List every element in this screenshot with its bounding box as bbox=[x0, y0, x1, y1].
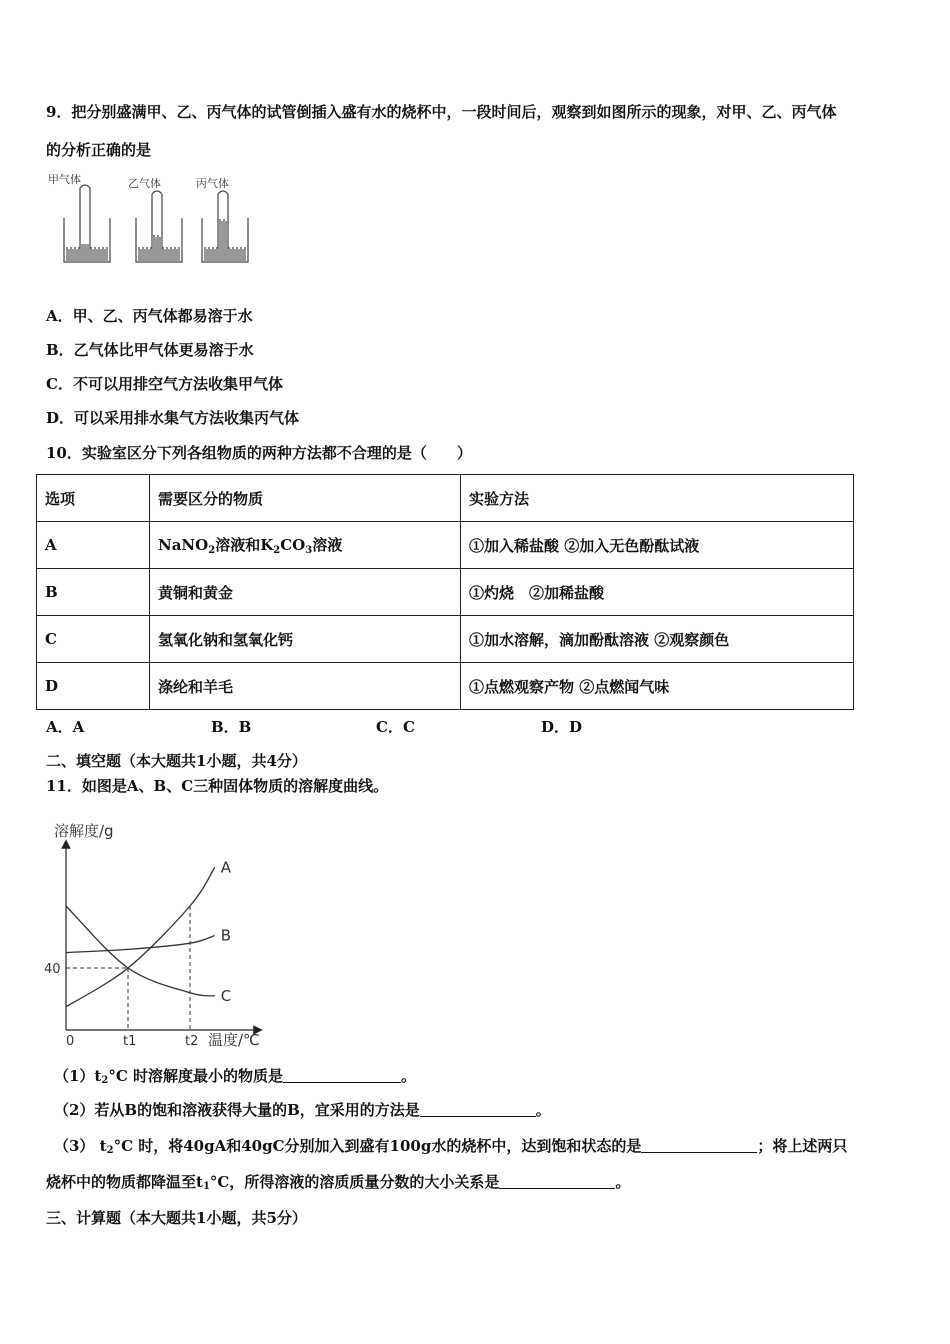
header-substance: 需要区分的物质 bbox=[150, 475, 461, 522]
solubility-chart bbox=[36, 812, 276, 1057]
curve-b bbox=[66, 935, 215, 952]
y-tick-label: 40 bbox=[44, 962, 61, 977]
x-tick-label: 0 bbox=[66, 1034, 75, 1049]
table-row bbox=[37, 569, 854, 616]
header-option: 选项 bbox=[37, 475, 150, 522]
q11-part1: （1）t2°C 时溶解度最小的物质是 。 bbox=[54, 1067, 417, 1086]
series-label-a: A bbox=[220, 858, 232, 877]
q10-answer-b: B．B bbox=[211, 718, 252, 736]
section-3-heading: 三、计算题（本大题共1小题，共5分） bbox=[46, 1209, 307, 1227]
table-row bbox=[37, 663, 854, 710]
row-option: A bbox=[37, 522, 150, 569]
q10-answer-a: A．A bbox=[46, 718, 85, 736]
header-method: 实验方法 bbox=[461, 475, 854, 522]
row-substance: 氢氧化钠和氢氧化钙 bbox=[150, 616, 461, 663]
curve-a bbox=[66, 867, 215, 1007]
q10-table bbox=[36, 474, 854, 710]
row-method: ①点燃观察产物 ②点燃闻气味 bbox=[461, 663, 854, 710]
table-header-row bbox=[37, 475, 854, 522]
table-row bbox=[37, 522, 854, 569]
q11-part3-line2: 烧杯中的物质都降温至t1°C，所得溶液的溶质质量分数的大小关系是 。 bbox=[46, 1173, 631, 1192]
row-option: B bbox=[37, 569, 150, 616]
section-2-heading: 二、填空题（本大题共1小题，共4分） bbox=[46, 752, 307, 770]
table-row bbox=[37, 616, 854, 663]
q10-answer-d: D．D bbox=[541, 718, 583, 736]
q9-label-jia: 甲气体 bbox=[48, 173, 81, 186]
q10-stem: 10．实验室区分下列各组物质的两种方法都不合理的是（ ） bbox=[46, 444, 472, 462]
q9-option-b: B．乙气体比甲气体更易溶于水 bbox=[46, 341, 254, 359]
answer-blank-1[interactable] bbox=[283, 1068, 401, 1083]
q11-part2: （2）若从B的饱和溶液获得大量的B，宜采用的方法是 。 bbox=[54, 1101, 551, 1119]
row-method: ①加水溶解，滴加酚酞溶液 ②观察颜色 bbox=[461, 616, 854, 663]
answer-blank-2[interactable] bbox=[420, 1102, 536, 1117]
q9-label-bing: 丙气体 bbox=[196, 177, 229, 190]
q10-answer-c: C．C bbox=[376, 718, 415, 736]
series-label-c: C bbox=[220, 986, 232, 1005]
row-option: D bbox=[37, 663, 150, 710]
row-substance: 黄铜和黄金 bbox=[150, 569, 461, 616]
row-substance: NaNO$_2$溶液和$K_2CO_3$溶液 bbox=[150, 522, 461, 569]
y-axis-label: 溶解度/g bbox=[54, 822, 114, 840]
q9-option-c: C．不可以用排空气方法收集甲气体 bbox=[46, 375, 283, 393]
q9-option-a: A．甲、乙、丙气体都易溶于水 bbox=[46, 307, 253, 325]
q9-option-d: D．可以采用排水集气方法收集丙气体 bbox=[46, 409, 300, 427]
answer-blank-4[interactable] bbox=[499, 1174, 615, 1189]
row-option: C bbox=[37, 616, 150, 663]
x-tick-label: t2 bbox=[185, 1034, 199, 1049]
x-tick-label: t1 bbox=[123, 1034, 137, 1049]
q9-stem-line1: 9．把分别盛满甲、乙、丙气体的试管倒插入盛有水的烧杯中，一段时间后，观察到如图所示的现象，对甲、乙、丙气体 bbox=[46, 103, 837, 121]
answer-blank-3[interactable] bbox=[641, 1138, 757, 1153]
q9-beaker-figure bbox=[44, 170, 254, 270]
q9-stem-line2: 的分析正确的是 bbox=[46, 141, 152, 159]
x-axis-label: 温度/℃ bbox=[208, 1031, 260, 1049]
row-method: ①加入稀盐酸 ②加入无色酚酞试液 bbox=[461, 522, 854, 569]
q9-label-yi: 乙气体 bbox=[128, 177, 161, 190]
row-substance: 涤纶和羊毛 bbox=[150, 663, 461, 710]
q11-stem: 11．如图是A、B、C三种固体物质的溶解度曲线。 bbox=[46, 777, 389, 795]
row-method: ①灼烧 ②加稀盐酸 bbox=[461, 569, 854, 616]
q11-part3-line1: （3） t2°C 时，将40gA和40gC分别加入到盛有100g水的烧杯中，达到饱和状态的是 ；将上述两只 bbox=[54, 1137, 848, 1156]
series-label-b: B bbox=[220, 926, 232, 945]
